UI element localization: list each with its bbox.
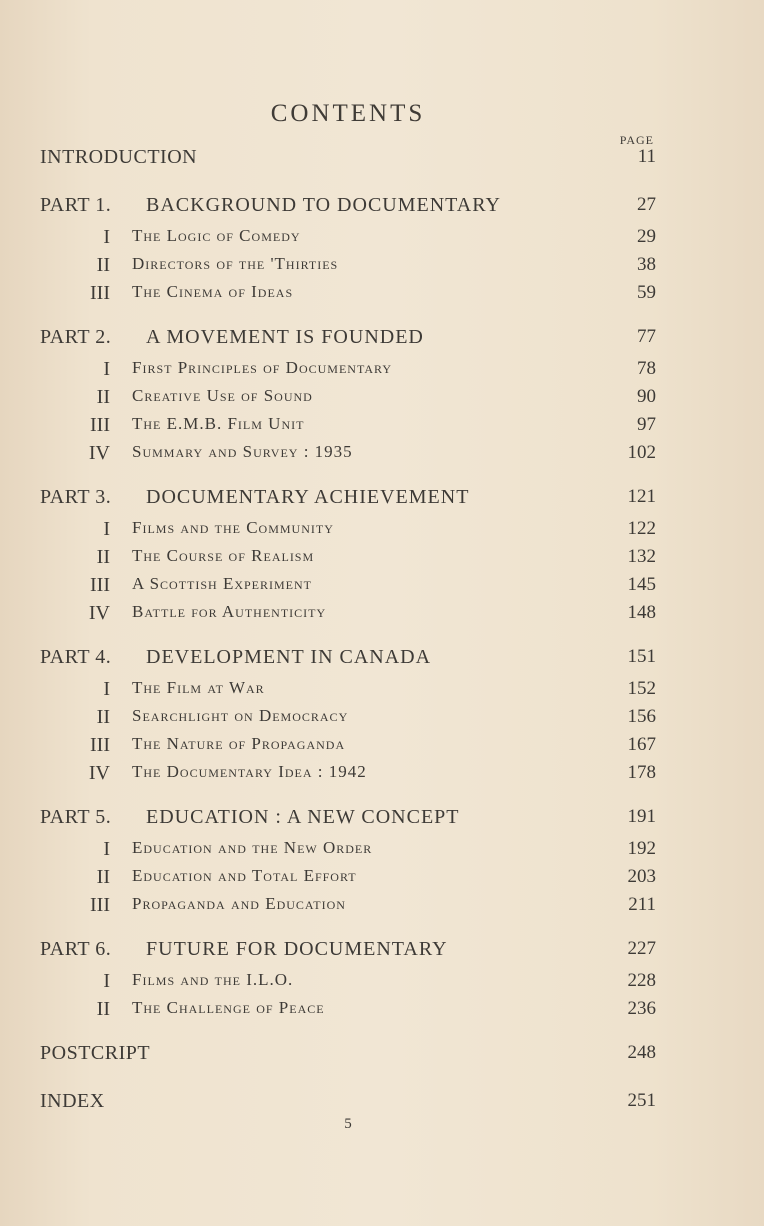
toc-page-number: 145 — [627, 574, 656, 595]
toc-chapter[interactable] — [0, 386, 764, 414]
chapter-number: III — [90, 282, 110, 304]
toc-chapter[interactable] — [0, 838, 764, 866]
folio-page-number: 5 — [344, 1116, 352, 1132]
toc-chapter[interactable] — [0, 894, 764, 922]
part-title: DEVELOPMENT IN CANADA — [146, 646, 432, 668]
toc-page-number: 121 — [627, 486, 656, 507]
toc-page-number: 203 — [627, 866, 656, 887]
toc-chapter[interactable] — [0, 442, 764, 470]
toc-chapter[interactable] — [0, 358, 764, 386]
chapter-title: The Course of Realism — [132, 546, 315, 565]
toc-page-number: 29 — [637, 226, 656, 247]
chapter-title: Summary and Survey : 1935 — [132, 442, 353, 461]
toc-page-number: 102 — [627, 442, 656, 463]
part-label: PART 3. — [40, 486, 112, 508]
chapter-number: I — [103, 358, 110, 380]
toc-chapter[interactable] — [0, 414, 764, 442]
toc-page-number: 152 — [627, 678, 656, 699]
chapter-title: Battle for Authenticity — [132, 602, 327, 621]
chapter-title: Films and the I.L.O. — [132, 970, 294, 989]
toc-page-number: 77 — [637, 326, 656, 347]
toc-chapter[interactable] — [0, 226, 764, 254]
toc-chapter[interactable] — [0, 678, 764, 706]
toc-part-6[interactable] — [0, 938, 764, 966]
chapter-number: I — [103, 678, 110, 700]
toc-page-number: 211 — [628, 894, 656, 915]
chapter-number: II — [96, 254, 110, 276]
chapter-title: The Logic of Comedy — [132, 226, 301, 245]
part-label: PART 1. — [40, 194, 112, 216]
toc-chapter[interactable] — [0, 706, 764, 734]
toc-entry-label: POSTCRIPT — [40, 1042, 151, 1064]
part-label: PART 6. — [40, 938, 112, 960]
toc-page-number: 178 — [627, 762, 656, 783]
toc-page-number: 156 — [627, 706, 656, 727]
toc-page-number: 38 — [637, 254, 656, 275]
chapter-title: Directors of the 'Thirties — [132, 254, 339, 273]
toc-page-number: 148 — [627, 602, 656, 623]
chapter-number: IV — [88, 602, 110, 624]
chapter-title: The Challenge of Peace — [132, 998, 325, 1017]
toc-chapter[interactable] — [0, 866, 764, 894]
part-title: DOCUMENTARY ACHIEVEMENT — [146, 486, 470, 508]
part-title: BACKGROUND TO DOCUMENTARY — [146, 194, 501, 216]
toc-part-5[interactable] — [0, 806, 764, 834]
toc-page-number: 59 — [637, 282, 656, 303]
chapter-title: Education and Total Effort — [132, 866, 357, 885]
chapter-number: IV — [88, 762, 110, 784]
toc-entry-index[interactable] — [0, 1090, 764, 1118]
part-label: PART 2. — [40, 326, 112, 348]
toc-chapter[interactable] — [0, 998, 764, 1026]
chapter-title: The Film at War — [132, 678, 265, 697]
chapter-number: II — [96, 546, 110, 568]
toc-page-number: 122 — [627, 518, 656, 539]
toc-page-number: 227 — [627, 938, 656, 959]
toc-page-number: 97 — [637, 414, 656, 435]
chapter-number: I — [103, 226, 110, 248]
chapter-number: II — [96, 386, 110, 408]
toc-chapter[interactable] — [0, 602, 764, 630]
chapter-number: I — [103, 838, 110, 860]
part-title: EDUCATION : A NEW CONCEPT — [146, 806, 460, 828]
chapter-title: First Principles of Documentary — [132, 358, 392, 377]
toc-page-number: 248 — [627, 1042, 656, 1063]
toc-page-number: 236 — [627, 998, 656, 1019]
page-column-label: PAGE — [619, 133, 654, 147]
toc-chapter[interactable] — [0, 254, 764, 282]
chapter-number: II — [96, 706, 110, 728]
toc-page-number: 191 — [627, 806, 656, 827]
chapter-number: I — [103, 970, 110, 992]
toc-entry-introduction[interactable] — [0, 146, 764, 174]
toc-chapter[interactable] — [0, 282, 764, 310]
toc-chapter[interactable] — [0, 762, 764, 790]
chapter-title: A Scottish Experiment — [132, 574, 313, 593]
part-label: PART 4. — [40, 646, 112, 668]
toc-part-3[interactable] — [0, 486, 764, 514]
toc-page-number: 90 — [637, 386, 656, 407]
chapter-number: I — [103, 518, 110, 540]
toc-entry-postscript[interactable] — [0, 1042, 764, 1070]
toc-page-number: 251 — [627, 1090, 656, 1111]
toc-page-number: 167 — [627, 734, 656, 755]
chapter-number: II — [96, 866, 110, 888]
toc-page-number: 78 — [637, 358, 656, 379]
toc-chapter[interactable] — [0, 546, 764, 574]
toc-entry-label: INDEX — [40, 1090, 105, 1112]
chapter-title: The E.M.B. Film Unit — [132, 414, 305, 433]
page-title: CONTENTS — [270, 100, 426, 127]
chapter-title: Education and the New Order — [132, 838, 373, 857]
chapter-number: IV — [88, 442, 110, 464]
toc-page-number: 27 — [637, 194, 656, 215]
chapter-title: The Cinema of Ideas — [132, 282, 294, 301]
chapter-title: Searchlight on Democracy — [132, 706, 349, 725]
toc-part-2[interactable] — [0, 326, 764, 354]
chapter-number: II — [96, 998, 110, 1020]
toc-entry-label: INTRODUCTION — [40, 146, 198, 168]
toc-part-1[interactable] — [0, 194, 764, 222]
chapter-number: III — [90, 414, 110, 436]
chapter-title: Propaganda and Education — [132, 894, 346, 913]
part-title: A MOVEMENT IS FOUNDED — [146, 326, 424, 348]
chapter-title: Creative Use of Sound — [132, 386, 313, 405]
chapter-title: The Documentary Idea : 1942 — [132, 762, 367, 781]
toc-chapter[interactable] — [0, 574, 764, 602]
toc-page-number: 132 — [627, 546, 656, 567]
toc-chapter[interactable] — [0, 734, 764, 762]
chapter-number: III — [90, 894, 110, 916]
toc-chapter[interactable] — [0, 970, 764, 998]
toc-page-number: 228 — [627, 970, 656, 991]
chapter-number: III — [90, 734, 110, 756]
chapter-number: III — [90, 574, 110, 596]
chapter-title: Films and the Community — [132, 518, 334, 537]
toc-chapter[interactable] — [0, 518, 764, 546]
toc-page-number: 192 — [627, 838, 656, 859]
part-title: FUTURE FOR DOCUMENTARY — [146, 938, 448, 960]
toc-page-number: 151 — [627, 646, 656, 667]
toc-page-number: 11 — [637, 146, 656, 167]
chapter-title: The Nature of Propaganda — [132, 734, 346, 753]
part-label: PART 5. — [40, 806, 112, 828]
toc-part-4[interactable] — [0, 646, 764, 674]
